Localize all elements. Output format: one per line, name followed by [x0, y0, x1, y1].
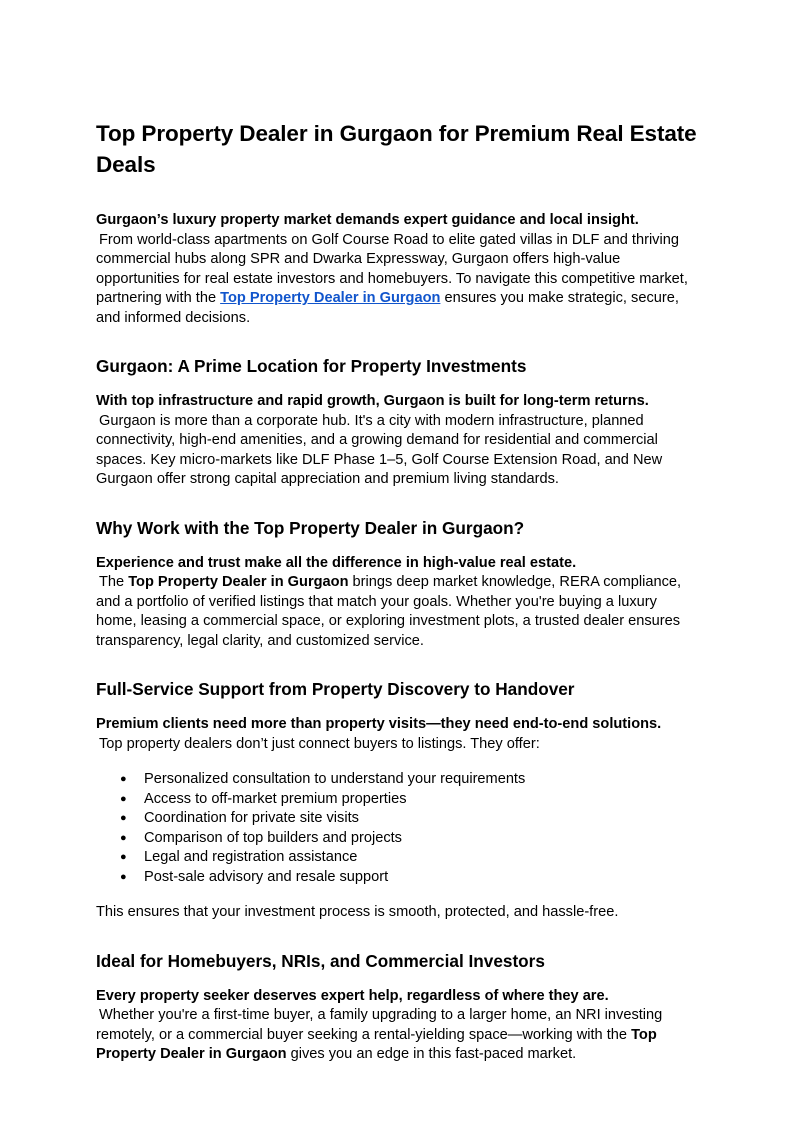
- location-heading: Gurgaon: A Prime Location for Property Investments: [96, 356, 527, 376]
- service-paragraph: [96, 715, 700, 754]
- location-lead: With top infrastructure and rapid growth, Gurgaon is built for long-term returns.: [96, 393, 649, 409]
- list-item-text: Access to off-market premium properties: [144, 790, 407, 807]
- location-paragraph: [96, 392, 700, 490]
- why-heading: Why Work with the Top Property Dealer in Gurgaon?: [96, 517, 525, 538]
- list-item: [96, 848, 700, 868]
- intro-paragraph: [96, 211, 700, 328]
- service-closing: This ensures that your investment process is smooth, protected, and hassle-free.: [96, 904, 619, 920]
- page-title: Top Property Dealer in Gurgaon for Premium Real Estate Deals: [96, 121, 697, 177]
- ideal-body-start: Whether you're a first-time buyer, a family upgrading to a larger home, an NRI investing remotely, or a commercial buyer seeking a rental-yielding space—working with the: [96, 1007, 663, 1043]
- bullet-icon: ●: [120, 792, 127, 805]
- why-lead: Experience and trust make all the difference in high-value real estate.: [96, 554, 577, 571]
- service-section: [96, 678, 700, 923]
- bullet-icon: ●: [120, 773, 127, 785]
- list-item: [96, 809, 700, 829]
- bullet-icon: ●: [120, 812, 127, 824]
- bullet-icon: ●: [120, 831, 127, 844]
- list-item: [96, 868, 700, 888]
- service-list: [96, 770, 700, 887]
- why-body-end: brings deep market knowledge, RERA compliance, and a portfolio of verified listings that match your goals. Whether you're buying a luxury home, leasing a commercial space, or exploring investment plots, a trusted dealer ensures transparency, legal clarity, and customized service.: [96, 574, 682, 649]
- list-item-text: Post-sale advisory and resale support: [144, 868, 389, 885]
- why-section: [96, 517, 700, 652]
- bullet-icon: ●: [120, 870, 127, 883]
- intro-body-start: From world-class apartments on Golf Course Road to elite gated villas in DLF and thriving commercial hubs along SPR and Dwarka Expressway, Gurgaon offers high-value opportunities for real estate investors and homebuyers. To navigate this competitive market, partnering with the: [96, 231, 688, 306]
- intro-section: [96, 211, 700, 328]
- intro-lead: Gurgaon’s luxury property market demands expert guidance and local insight.: [96, 212, 639, 228]
- list-item: [96, 770, 700, 790]
- intro-body-end: ensures you make strategic, secure, and informed decisions.: [96, 290, 679, 326]
- service-body: Top property dealers don’t just connect buyers to listings. They offer:: [99, 735, 540, 752]
- list-item-text: Personalized consultation to understand your requirements: [144, 771, 526, 787]
- ideal-section: [96, 950, 700, 1065]
- location-section: [96, 355, 700, 490]
- service-lead: Premium clients need more than property visits—they need end-to-end solutions.: [96, 716, 662, 732]
- document-page: [96, 118, 700, 1092]
- ideal-body-end: gives you an edge in this fast-paced market.: [286, 1046, 577, 1062]
- ideal-paragraph: [96, 987, 700, 1065]
- list-item: [96, 790, 700, 810]
- ideal-heading: Ideal for Homebuyers, NRIs, and Commercial Investors: [96, 950, 545, 971]
- top-property-dealer-link[interactable]: Top Property Dealer in Gurgaon: [220, 290, 441, 306]
- ideal-bold-dealer: Top Property Dealer in Gurgaon: [96, 1026, 657, 1062]
- bullet-icon: ●: [120, 851, 127, 863]
- list-item-text: Legal and registration assistance: [144, 849, 358, 865]
- why-body-start: The: [99, 574, 129, 590]
- list-item-text: Comparison of top builders and projects: [144, 829, 402, 846]
- list-item-text: Coordination for private site visits: [144, 810, 359, 826]
- location-body: Gurgaon is more than a corporate hub. It's a city with modern infrastructure, planned connectivity, high-end amenities, and a growing demand for residential and commercial spaces. Key micro-markets like DLF Phase 1–5, Golf Course Extension Road, and New Gurgaon offer strong capital appreciation and premium living standards.: [96, 412, 663, 487]
- why-bold-dealer: Top Property Dealer in Gurgaon: [128, 574, 349, 590]
- list-item: [96, 829, 700, 849]
- ideal-lead: Every property seeker deserves expert help, regardless of where they are.: [96, 987, 609, 1004]
- why-paragraph: [96, 554, 700, 652]
- service-heading: Full-Service Support from Property Discovery to Handover: [96, 679, 575, 699]
